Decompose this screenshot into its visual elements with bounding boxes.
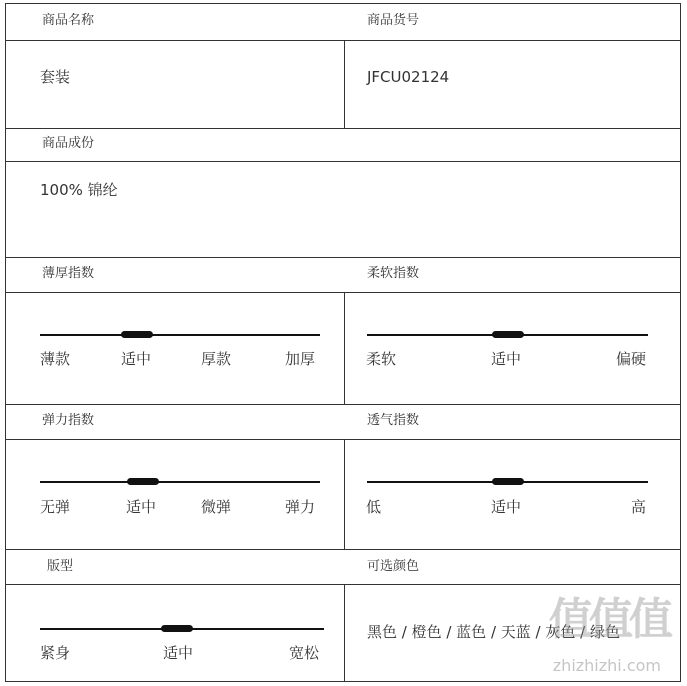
elasticity-option: 无弹 bbox=[40, 498, 71, 516]
row-divider bbox=[5, 439, 681, 440]
fit-option: 宽松 bbox=[289, 644, 320, 662]
elasticity-track bbox=[40, 481, 320, 483]
product-code-value: JFCU02124 bbox=[367, 68, 450, 86]
softness-option: 偏硬 bbox=[616, 350, 647, 368]
elasticity-indicator bbox=[127, 478, 159, 485]
row-divider bbox=[5, 128, 681, 129]
row-divider bbox=[5, 404, 681, 405]
colors-label: 可选颜色 bbox=[367, 559, 420, 574]
thickness-indicator bbox=[121, 331, 153, 338]
breathability-indicator bbox=[492, 478, 524, 485]
softness-option: 柔软 bbox=[366, 350, 397, 368]
row-divider bbox=[5, 549, 681, 550]
elasticity-option: 适中 bbox=[126, 498, 157, 516]
composition-value: 100% 锦纶 bbox=[40, 181, 118, 199]
fit-label: 版型 bbox=[47, 559, 74, 574]
composition-label: 商品成份 bbox=[42, 136, 95, 151]
breathability-option: 高 bbox=[631, 498, 647, 516]
watermark-logo: 值值值 bbox=[549, 594, 669, 645]
product-code-label: 商品货号 bbox=[367, 13, 420, 28]
softness-indicator bbox=[492, 331, 524, 338]
elasticity-option: 微弹 bbox=[201, 498, 232, 516]
row-divider bbox=[5, 161, 681, 162]
thickness-option: 适中 bbox=[121, 350, 152, 368]
elasticity-label: 弹力指数 bbox=[42, 413, 95, 428]
thickness-option: 加厚 bbox=[285, 350, 316, 368]
thickness-option: 薄款 bbox=[40, 350, 71, 368]
column-divider bbox=[344, 584, 345, 682]
breathability-option: 适中 bbox=[491, 498, 522, 516]
column-divider bbox=[344, 439, 345, 549]
product-name-label: 商品名称 bbox=[42, 13, 95, 28]
fit-indicator bbox=[161, 625, 193, 632]
thickness-track bbox=[40, 334, 320, 336]
softness-option: 适中 bbox=[491, 350, 522, 368]
watermark-url: zhizhizhi.com bbox=[552, 656, 661, 675]
fit-option: 紧身 bbox=[40, 644, 71, 662]
product-name-value: 套装 bbox=[40, 68, 71, 86]
column-divider bbox=[344, 292, 345, 404]
row-divider bbox=[5, 257, 681, 258]
breathability-label: 透气指数 bbox=[367, 413, 420, 428]
softness-label: 柔软指数 bbox=[367, 266, 420, 281]
thickness-option: 厚款 bbox=[201, 350, 232, 368]
spec-table bbox=[5, 3, 681, 682]
elasticity-option: 弹力 bbox=[285, 498, 316, 516]
breathability-option: 低 bbox=[366, 498, 382, 516]
thickness-label: 薄厚指数 bbox=[42, 266, 95, 281]
row-divider bbox=[5, 40, 681, 41]
row-divider bbox=[5, 584, 681, 585]
column-divider bbox=[344, 40, 345, 128]
colors-value: 黑色 / 橙色 / 蓝色 / 天蓝 / 灰色 / 绿色 bbox=[367, 623, 620, 641]
row-divider bbox=[5, 292, 681, 293]
fit-option: 适中 bbox=[163, 644, 194, 662]
